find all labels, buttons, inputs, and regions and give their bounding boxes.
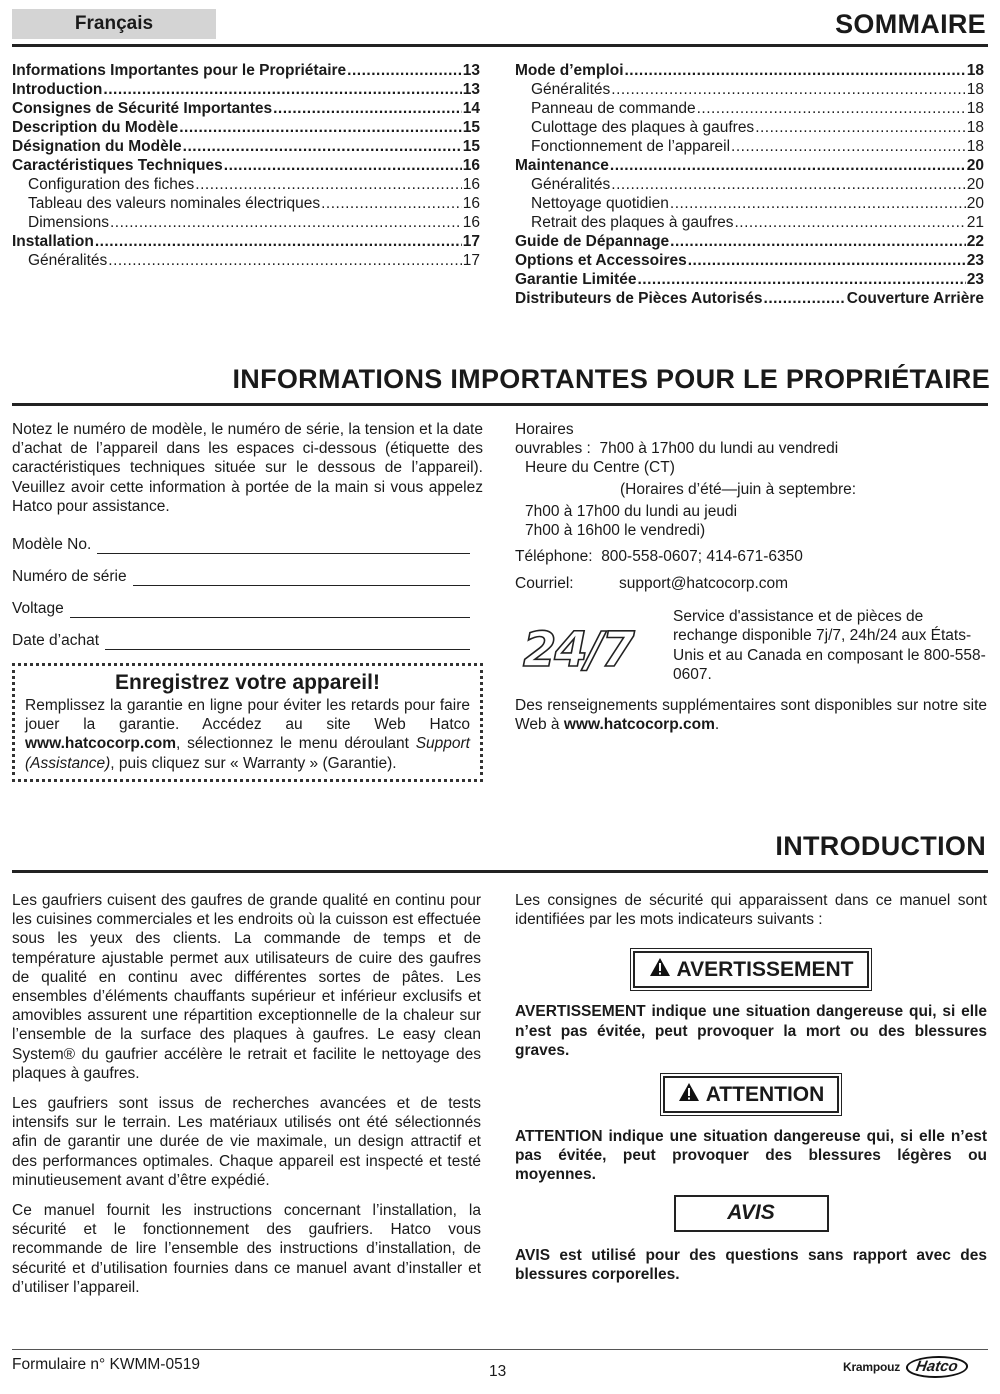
register-box [12,663,483,782]
toc-entry-page: 15 [462,119,480,136]
toc-leader-dots [625,61,966,80]
toc-leader-dots [670,194,966,213]
toc-entry[interactable] [12,80,480,99]
toc-leader-dots [764,289,846,308]
toc-entry[interactable] [12,232,480,251]
toc-entry-title: Généralités [531,81,611,98]
voltage-line[interactable] [70,601,470,618]
purchase-date-line[interactable] [105,633,470,650]
email-link[interactable]: support@hatcocorp.com [619,575,789,593]
toc-entry-title: Garantie Limitée [515,271,637,288]
notice-label: AVIS [727,1201,775,1225]
toc-leader-dots [688,251,966,270]
toc-entry-title: Panneau de commande [531,100,696,117]
toc-entry-page: 16 [462,214,480,231]
header-rule [12,44,988,47]
page-number: 13 [489,1363,507,1380]
toc-entry[interactable] [12,61,480,80]
phone-number[interactable]: 800-558-0607; 414-671-6350 [601,548,803,566]
toc-entry[interactable] [12,156,480,175]
hours-timezone: Heure du Centre (CT) [525,459,675,477]
serial-line[interactable] [133,569,470,586]
toc-entry[interactable] [515,232,984,251]
email-row: Courriel: support@hatcocorp.com [515,575,789,593]
toc-entry-title: Caractéristiques Techniques [12,157,223,174]
toc-entry[interactable] [515,156,984,175]
toc-leader-dots [195,175,461,194]
intro-paragraph-3: Ce manuel fournit les instructions concernant l’installation, la sécurité et le fonctionnement des gaufriers. Hatco vous recommande de lire l’ensemble des instructions d’installation, de sécurité et d’utilisation fournies dans ce manuel avant d’installer et d’utiliser l’appareil. [12,1202,481,1296]
toc-entry[interactable] [515,118,984,137]
toc-entry-page: 23 [966,271,984,288]
toc-leader-dots [347,61,462,80]
toc-entry[interactable] [515,213,984,232]
toc-entry-page: 18 [966,81,984,98]
toc-entry-title: Installation [12,233,94,250]
toc-entry[interactable] [515,99,984,118]
toc-entry-title: Informations Importantes pour le Propriétaire [12,62,347,79]
toc-entry-title: Généralités [531,176,611,193]
toc-entry-title: Fonctionnement de l’appareil [531,138,731,155]
krampouz-logo: Krampouz [843,1360,901,1374]
purchase-date-field[interactable] [12,618,470,650]
introduction-title: INTRODUCTION [775,831,986,861]
toc-entry-page: 13 [462,81,480,98]
toc-entry-page: 22 [966,233,984,250]
notice-description: AVIS est utilisé pour des questions sans rapport avec des blessures corporelles. [515,1246,987,1283]
owner-info-left [12,420,483,782]
toc-entry[interactable] [515,270,984,289]
hours-label-1: Horaires [515,421,574,438]
footer-rule [12,1349,988,1350]
more-info-url[interactable]: www.hatcocorp.com [563,715,715,733]
toc-entry[interactable] [12,194,480,213]
toc-entry-title: Généralités [28,252,108,269]
caution-label: ATTENTION [705,1082,825,1106]
toc-leader-dots [755,118,966,137]
toc-entry-page: 17 [462,233,480,250]
owner-info-title: INFORMATIONS IMPORTANTES POUR LE PROPRIÉTAIRE [232,364,990,394]
model-field[interactable] [12,522,470,554]
introduction-left [12,891,481,1297]
purchase-date-label: Date d’achat [12,632,100,650]
toc-entry[interactable] [515,61,984,80]
toc-leader-dots [611,175,965,194]
voltage-label: Voltage [12,600,64,618]
toc-leader-dots [670,232,966,251]
toc-title: SOMMAIRE [835,9,986,39]
toc-entry-title: Dimensions [28,214,109,231]
introduction-right [515,891,987,1284]
register-title: Enregistrez votre appareil! [115,671,380,695]
serial-field[interactable] [12,554,470,586]
warning-description: AVERTISSEMENT indique une situation dangereuse qui, si elle n’est pas évitée, peut provoquer la mort ou des blessures graves. [515,1003,987,1059]
hours-summer-1: 7h00 à 17h00 du lundi au jeudi [525,502,738,520]
notice-box [674,1195,829,1232]
service-text: Service d'assistance et de pièces de rechange disponible 7j/7, 24h/24 aux États-Unis et au Canada en composant le 800-558-0607. [673,608,986,683]
owner-info-rule [12,403,988,406]
warning-label: AVERTISSEMENT [676,957,854,981]
toc-right-column [515,61,984,308]
toc-entry-page: 17 [462,252,480,269]
hours-summer: (Horaires d’été—juin à septembre: [620,480,857,498]
hours-weekday-row: ouvrables : 7h00 à 17h00 du lundi au vendredi [515,440,839,458]
owner-form [12,522,470,650]
toc-entry-title: Nettoyage quotidien [531,195,669,212]
toc-entry[interactable] [12,213,480,232]
warning-box [633,951,869,988]
toc-entry-title: Maintenance [515,157,609,174]
svg-text:24/7: 24/7 [523,621,633,678]
warning-triangle-icon [649,957,671,983]
toc-leader-dots [697,99,966,118]
register-url[interactable]: www.hatcocorp.com [25,735,177,753]
toc-entry-title: Mode d’emploi [515,62,624,79]
toc-entry-title: Description du Modèle [12,119,179,136]
toc-entry-page: 14 [462,100,480,117]
toc-entry-page: 18 [966,119,984,136]
toc-entry[interactable] [515,251,984,270]
more-info: Des renseignements supplémentaires sont disponibles sur notre site Web à www.hatcocorp.com. [515,696,987,733]
toc-entry-title: Désignation du Modèle [12,138,182,155]
toc-leader-dots [273,99,462,118]
toc-leader-dots [183,137,462,156]
introduction-rule [12,870,988,873]
hatco-logo: Hatco [904,1356,970,1378]
caution-description: ATTENTION indique une situation dangereuse qui, si elle n’est pas évitée, peut provoquer des blessures légères ou moyennes. [515,1128,987,1184]
toc-entry-page: 20 [966,176,984,193]
toc-entry-title: Configuration des fiches [28,176,195,193]
toc-entry[interactable] [12,99,480,118]
toc-entry-title: Guide de Dépannage [515,233,670,250]
caution-box [663,1076,839,1113]
language-tab: Français [12,9,216,39]
toc-entry-page: 18 [966,138,984,155]
toc-leader-dots [731,137,966,156]
toc-leader-dots [734,213,965,232]
toc-entry-page: 16 [462,195,480,212]
signal-intro: Les consignes de sécurité qui apparaissent dans ce manuel sont identifiées par les mots indicateurs suivants : [515,892,987,929]
toc-entry[interactable] [515,289,984,308]
intro-paragraph-2: Les gaufriers sont issus de recherches avancées et de tests intensifs sur le terrain. Les matériaux utilisés ont été sélectionnés afin de garantir une durée de vie maximale, un design attractif et des performances optimales. Chaque appareil est inspecté et testé minutieusement avant d’être expédié. [12,1095,481,1189]
toc-entry-title: Distributeurs de Pièces Autorisés [515,290,763,307]
toc-leader-dots [95,232,462,251]
toc-entry[interactable] [12,137,480,156]
toc-leader-dots [637,270,965,289]
owner-info-right [515,420,987,734]
toc-leader-dots [179,118,462,137]
toc-leader-dots [103,80,461,99]
toc-entry[interactable] [515,80,984,99]
toc-entry-title: Tableau des valeurs nominales électriques [28,195,321,212]
owner-info-intro: Notez le numéro de modèle, le numéro de série, la tension et la date d’achat de l’appareil dans les espaces ci-dessous (étiquette des caractéristiques techniques située sur le dessous de l’appareil). Veuillez avoir cette information à portée de la main si vous appelez Hatco pour assistance. [12,421,483,515]
toc-leader-dots [611,80,965,99]
voltage-field[interactable] [12,586,470,618]
toc-entry-page: Couverture Arrière [846,290,984,307]
toc-entry-title: Culottage des plaques à gaufres [531,119,755,136]
brand-logos [843,1356,968,1378]
toc-entry-page: 18 [966,62,984,79]
toc-entry-page: 16 [462,176,480,193]
toc-leader-dots [610,156,966,175]
toc-entry[interactable] [12,175,480,194]
toc-entry[interactable] [515,194,984,213]
toc-entry-title: Consignes de Sécurité Importantes [12,100,273,117]
toc-entry-title: Retrait des plaques à gaufres [531,214,734,231]
toc-entry-page: 15 [462,138,480,155]
phone-row: Téléphone: 800-558-0607; 414-671-6350 [515,548,803,566]
toc-leader-dots [110,213,462,232]
toc-entry[interactable] [12,118,480,137]
model-label: Modèle No. [12,536,92,554]
toc-entry-page: 20 [966,195,984,212]
toc-entry[interactable] [515,175,984,194]
intro-paragraph-1: Les gaufriers cuisent des gaufres de grande qualité en continu pour les cuisines commerciales et les endroits où la cuisson est effectuée sous les yeux des clients. La commande de temps et de température ajustable permet aux utilisateurs de cuire des gaufres de qualité en continu avec différentes sortes de pâtes. Les ensembles d’éléments chauffants supérieur et inférieur exclusifs et amovibles assurent une répartition exceptionnelle de la chaleur sur l’ensemble de la surface des plaques à gaufres. Le easy clean System® du gaufrier accélère le retrait et facilite le nettoyage des plaques à gaufres. [12,892,481,1082]
model-line[interactable] [97,537,470,554]
toc-entry-title: Options et Accessoires [515,252,687,269]
register-text: Remplissez la garantie en ligne pour éviter les retards pour faire jouer la garantie. Accédez au site Web Hatco www.hatcocorp.com, sélectionnez le menu déroulant Support (Assistance), puis cliquez sur « Warranty » (Garantie). [25,697,470,772]
hours-summer-2: 7h00 à 16h00 le vendredi) [525,522,706,540]
toc-entry-page: 18 [966,100,984,117]
toc-entry-page: 16 [462,157,480,174]
toc-leader-dots [321,194,462,213]
toc-entry[interactable] [515,137,984,156]
serial-label: Numéro de série [12,568,127,586]
logo-247-icon [515,606,665,686]
toc-entry-title: Introduction [12,81,103,98]
toc-leader-dots [224,156,462,175]
toc-entry-page: 23 [966,252,984,269]
toc-entry-page: 20 [966,157,984,174]
toc-entry-page: 21 [966,214,984,231]
caution-triangle-icon [678,1082,700,1108]
service-block [515,606,987,686]
toc-entry-page: 13 [462,62,480,79]
toc-left-column [12,61,480,270]
form-number: Formulaire n° KWMM-0519 [12,1356,200,1373]
toc-leader-dots [108,251,461,270]
toc-entry[interactable] [12,251,480,270]
